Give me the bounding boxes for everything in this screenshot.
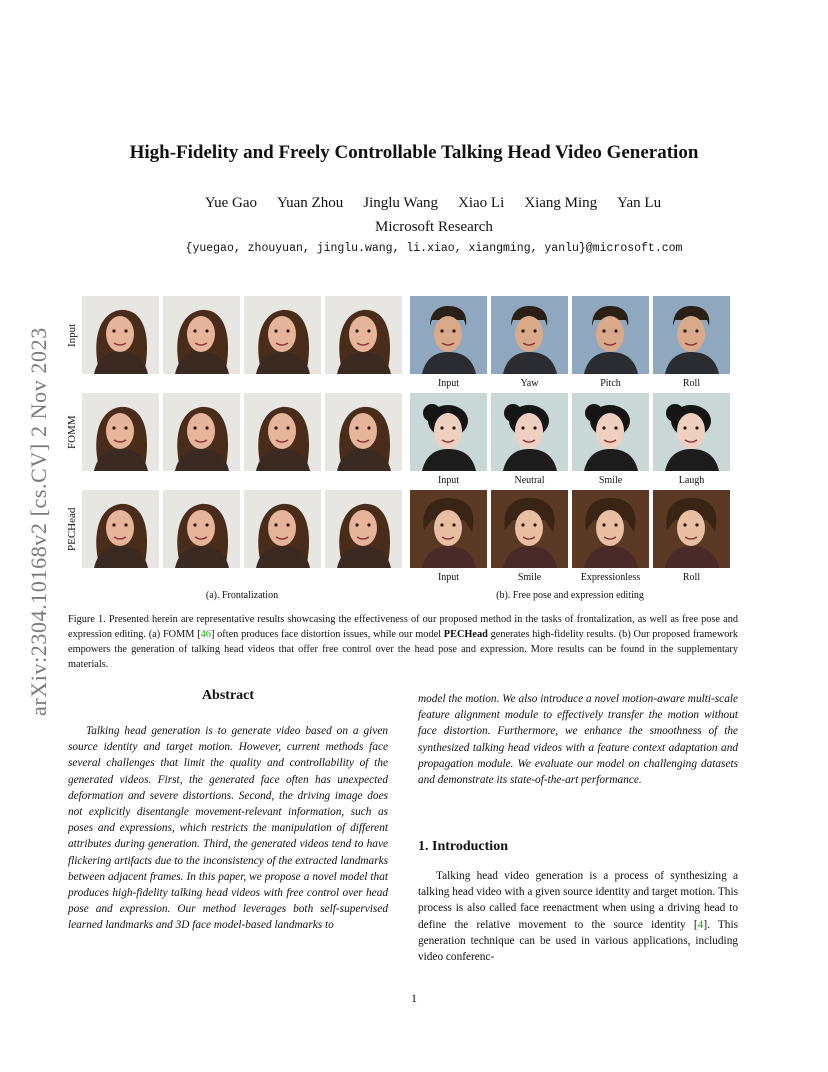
portrait-image — [325, 393, 402, 471]
author: Xiao Li — [458, 195, 505, 211]
citation-link[interactable]: 46 — [200, 629, 211, 640]
subcaption-b: (b). Free pose and expression editing — [496, 590, 644, 601]
portrait-image — [82, 296, 159, 374]
portrait-image — [163, 393, 240, 471]
image-label: Neutral — [514, 475, 545, 486]
image-label: Roll — [682, 572, 701, 583]
model-name: PECHead — [443, 629, 488, 640]
portrait-image — [325, 296, 402, 374]
portrait-image — [491, 490, 568, 568]
abstract-text: Talking head generation is to generate video based on a given source identity and target motion. However, current methods face several challenges that limit the quality and controllability of the generated videos. First, the generated face often has unexpected deformation and severe distortions. Second, the driving image does not explicitly disentangle movement-relevant information, such as poses and expressions, which restricts the manipulation of different attributes during generation. Third, the generated videos tend to have flickering artifacts due to the inconsistency of the extracted landmarks between adjacent frames. In this paper, we propose a novel model that produces high-fidelity talking head videos with free control over head pose and expression. Our method leverages both self-supervised learned landmarks and 3D face model-based landmarks to — [68, 725, 388, 932]
author: Xiang Ming — [524, 195, 598, 211]
image-label: Yaw — [520, 378, 539, 389]
portrait-image — [325, 490, 402, 568]
image-label: Pitch — [600, 378, 621, 389]
row-label-input: Input — [66, 323, 78, 347]
author: Jinglu Wang — [363, 195, 438, 211]
image-label: Input — [437, 378, 460, 389]
portrait-image — [410, 296, 487, 374]
subcaption-a: (a). Frontalization — [205, 590, 279, 601]
author: Yue Gao — [204, 195, 257, 211]
figure-caption: Figure 1. Presented herein are representative results showcasing the effectiveness of our proposed method in the tasks of frontalization, as well as free pose and expression editing. (a) FOMM [46] often produces face distortion issues, while our model PECHead generates high-fidelity results. (b) Our proposed framework empowers the generation of talking head videos that offer free control over the head pose and expression. More results can be found in the supplementary materials. — [68, 614, 738, 670]
image-label: Smile — [598, 475, 623, 486]
portrait-image — [653, 296, 730, 374]
portrait-image — [244, 490, 321, 568]
image-label: Laugh — [678, 475, 705, 486]
image-label: Smile — [517, 572, 542, 583]
author-emails: {yuegao, zhouyuan, jinglu.wang, li.xiao, xiangming, yanlu}@microsoft.com — [185, 242, 683, 255]
introduction-body: Talking head video generation is a process of synthesizing a talking head video with a given source identity and target motion. This process is also called face reenactment when using a driving head to define the relative movement to the source identity [4]. This generation technique can be used in various applications, including video conferenc- — [418, 870, 738, 964]
portrait-image — [163, 296, 240, 374]
arxiv-stamp: arXiv:2304.10168v2 [cs.CV] 2 Nov 2023 — [26, 327, 51, 717]
portrait-image — [572, 296, 649, 374]
image-label: Input — [437, 572, 460, 583]
abstract-right-column — [418, 691, 738, 788]
portrait-image — [82, 393, 159, 471]
abstract-text: model the motion. We also introduce a novel motion-aware multi-scale feature alignment module to effectively transfer the motion without face distortion. Furthermore, we enhance the smoothness of the synthesized talking head videos with a feature context adaptation and propagation module. We evaluate our model on challenging datasets and demonstrate its state-of-the-art performance. — [418, 693, 738, 787]
portrait-image — [410, 490, 487, 568]
row-label-pechead: PECHead — [66, 507, 78, 551]
portrait-image — [410, 393, 487, 471]
abstract-heading: Abstract — [201, 688, 255, 703]
image-label: Expressionless — [580, 572, 641, 583]
author-list — [0, 195, 828, 212]
portrait-image — [82, 490, 159, 568]
portrait-image — [653, 393, 730, 471]
portrait-image — [572, 393, 649, 471]
page-number: 1 — [411, 991, 417, 1005]
image-label: Roll — [682, 378, 701, 389]
portrait-image — [491, 393, 568, 471]
portrait-image — [244, 393, 321, 471]
paper-title: High-Fidelity and Freely Controllable Talking Head Video Generation — [129, 142, 699, 163]
affiliation: Microsoft Research — [375, 219, 493, 235]
portrait-image — [491, 296, 568, 374]
row-label-fomm: FOMM — [66, 415, 78, 449]
introduction-heading: 1. Introduction — [418, 839, 508, 854]
portrait-image — [572, 490, 649, 568]
author: Yan Lu — [617, 195, 662, 211]
portrait-image — [653, 490, 730, 568]
abstract-left-column — [68, 723, 388, 934]
portrait-image — [244, 296, 321, 374]
image-label: Input — [437, 475, 460, 486]
citation-link[interactable]: 4 — [697, 918, 704, 931]
portrait-image — [163, 490, 240, 568]
author: Yuan Zhou — [276, 195, 344, 211]
